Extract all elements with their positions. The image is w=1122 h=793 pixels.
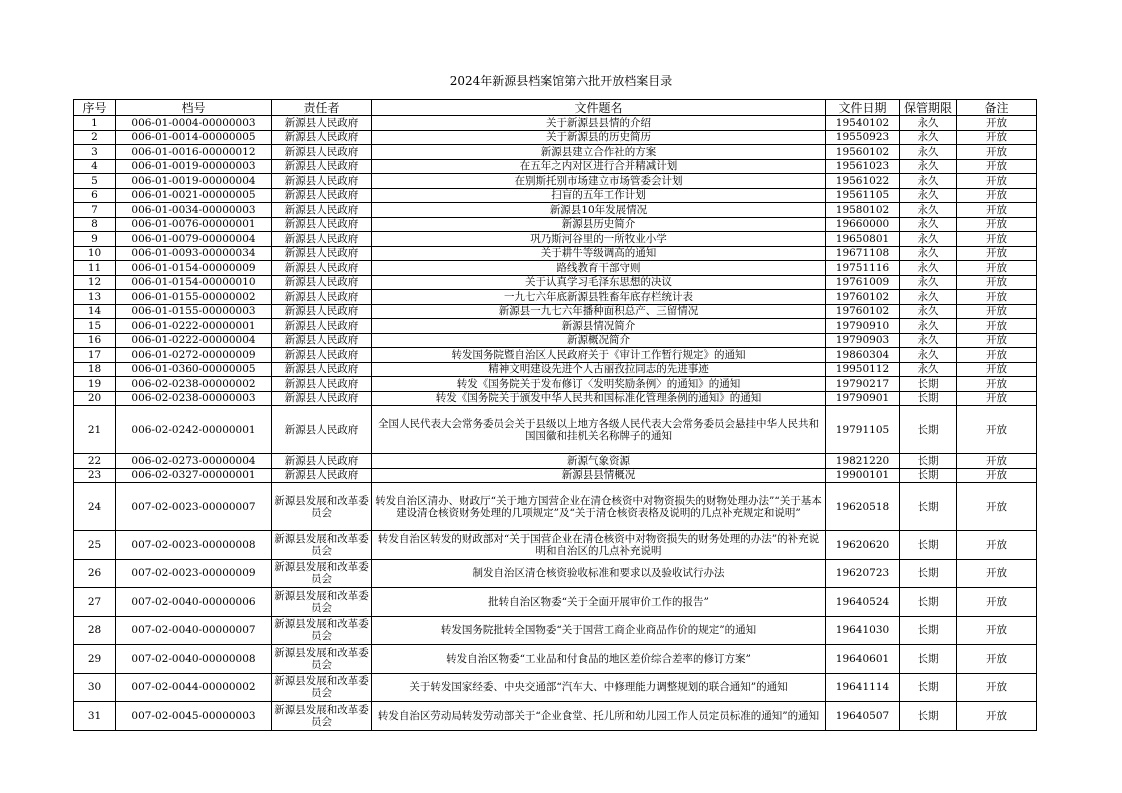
seq-cell: 31 [74,702,116,731]
seq-cell: 29 [74,645,116,674]
table-row [74,531,1037,560]
remarks-cell: 开放 [957,275,1037,290]
remarks-cell: 开放 [957,246,1037,261]
file-title-cell: 精神文明建设先进个人古丽孜拉同志的先进事迹 [372,362,826,377]
file-date-cell: 19821220 [826,454,900,469]
file-date-cell: 19760102 [826,304,900,319]
responsible-cell: 新源县人民政府 [272,130,372,145]
archive-no-cell: 006-01-0360-00000005 [116,362,272,377]
responsible-cell: 新源县人民政府 [272,246,372,261]
file-title-cell: 在别斯托别市场建立市场管委会计划 [372,174,826,189]
file-title-cell: 新源县情况简介 [372,319,826,334]
file-title-cell: 转发自治区物委“工业品和付食品的地区差价综合差率的修订方案” [372,645,826,674]
archive-no-cell: 006-01-0093-00000034 [116,246,272,261]
retention-cell: 永久 [900,203,957,218]
table-row [74,406,1037,454]
retention-cell: 永久 [900,159,957,174]
archive-no-cell: 006-01-0034-00000003 [116,203,272,218]
retention-cell: 永久 [900,145,957,160]
responsible-cell: 新源县人民政府 [272,159,372,174]
remarks-cell: 开放 [957,391,1037,406]
table-row [74,261,1037,276]
retention-cell: 永久 [900,188,957,203]
seq-cell: 6 [74,188,116,203]
responsible-cell: 新源县人民政府 [272,261,372,276]
file-title-cell: 制发自治区清仓核资验收标准和要求以及验收试行办法 [372,559,826,588]
file-date-cell: 19641114 [826,673,900,702]
seq-cell: 2 [74,130,116,145]
file-date-cell: 19560102 [826,145,900,160]
responsible-cell: 新源县人民政府 [272,391,372,406]
responsible-cell: 新源县发展和改革委员会 [272,531,372,560]
file-date-cell: 19540102 [826,116,900,131]
table-row [74,333,1037,348]
responsible-cell: 新源县人民政府 [272,232,372,247]
table-row [74,673,1037,702]
remarks-cell: 开放 [957,468,1037,483]
table-row [74,203,1037,218]
file-date-cell: 19791105 [826,406,900,454]
seq-cell: 14 [74,304,116,319]
retention-cell: 长期 [900,531,957,560]
responsible-cell: 新源县人民政府 [272,275,372,290]
file-title-cell: 转发自治区转发的财政部对“关于国营企业在清仓核资中对物资损失的财务处理的办法”的补充说明和自治区的几点补充说明 [372,531,826,560]
archive-no-cell: 006-02-0238-00000002 [116,377,272,392]
table-row [74,188,1037,203]
remarks-cell: 开放 [957,333,1037,348]
seq-cell: 21 [74,406,116,454]
file-title-cell: 新源县县情概况 [372,468,826,483]
archive-no-cell: 006-01-0154-00000009 [116,261,272,276]
retention-cell: 永久 [900,232,957,247]
table-row [74,304,1037,319]
seq-cell: 11 [74,261,116,276]
file-title-cell: 批转自治区物委“关于全面开展审价工作的报告” [372,588,826,617]
seq-cell: 23 [74,468,116,483]
remarks-cell: 开放 [957,116,1037,131]
remarks-cell: 开放 [957,531,1037,560]
remarks-cell: 开放 [957,159,1037,174]
file-title-cell: 关于新源县县情的介绍 [372,116,826,131]
remarks-cell: 开放 [957,645,1037,674]
responsible-cell: 新源县发展和改革委员会 [272,673,372,702]
file-title-cell: 转发自治区清办、财政厅“关于地方国营企业在清仓核资中对物资损失的财物处理办法”“关于基本建设清仓核资财务处理的几项规定”及“关于清仓核资表格及说明的几点补充规定和说明” [372,483,826,531]
seq-cell: 15 [74,319,116,334]
remarks-cell: 开放 [957,319,1037,334]
responsible-cell: 新源县人民政府 [272,217,372,232]
responsible-cell: 新源县发展和改革委员会 [272,645,372,674]
file-date-cell: 19950112 [826,362,900,377]
archive-no-cell: 006-02-0273-00000004 [116,454,272,469]
file-title-cell: 一九七六年底新源县牲畜年底存栏统计表 [372,290,826,305]
file-title-cell: 全国人民代表大会常务委员会关于县级以上地方各级人民代表大会常务委员会悬挂中华人民共和国国徽和挂机关名称牌子的通知 [372,406,826,454]
file-title-cell: 转发国务院批转全国物委“关于国营工商企业商品作价的规定”的通知 [372,616,826,645]
remarks-cell: 开放 [957,559,1037,588]
column-header-file-title: 文件题名 [372,100,826,116]
file-date-cell: 19561022 [826,174,900,189]
file-title-cell: 转发《国务院关于发布修订〈发明奖励条例〉的通知》的通知 [372,377,826,392]
table-row [74,290,1037,305]
responsible-cell: 新源县人民政府 [272,319,372,334]
remarks-cell: 开放 [957,145,1037,160]
retention-cell: 永久 [900,130,957,145]
remarks-cell: 开放 [957,203,1037,218]
seq-cell: 4 [74,159,116,174]
remarks-cell: 开放 [957,261,1037,276]
file-title-cell: 关于认真学习毛泽东思想的决议 [372,275,826,290]
retention-cell: 长期 [900,673,957,702]
table-row [74,616,1037,645]
table-row [74,275,1037,290]
file-date-cell: 19790217 [826,377,900,392]
seq-cell: 16 [74,333,116,348]
archive-no-cell: 006-02-0327-00000001 [116,468,272,483]
column-header-remarks: 备注 [957,100,1037,116]
responsible-cell: 新源县人民政府 [272,348,372,363]
table-row [74,588,1037,617]
table-row [74,319,1037,334]
table-row [74,232,1037,247]
remarks-cell: 开放 [957,217,1037,232]
file-title-cell: 新源县10年发展情况 [372,203,826,218]
retention-cell: 长期 [900,645,957,674]
table-row [74,116,1037,131]
file-title-cell: 转发《国务院关于颁发中华人民共和国标准化管理条例的通知》的通知 [372,391,826,406]
remarks-cell: 开放 [957,290,1037,305]
seq-cell: 22 [74,454,116,469]
file-title-cell: 新源县一九七六年播种面积总产、三留情况 [372,304,826,319]
retention-cell: 永久 [900,275,957,290]
file-title-cell: 扫盲的五年工作计划 [372,188,826,203]
retention-cell: 长期 [900,616,957,645]
retention-cell: 永久 [900,290,957,305]
archive-no-cell: 007-02-0023-00000009 [116,559,272,588]
archive-no-cell: 006-01-0019-00000003 [116,159,272,174]
file-date-cell: 19760102 [826,290,900,305]
retention-cell: 长期 [900,454,957,469]
table-row [74,468,1037,483]
table-row [74,159,1037,174]
seq-cell: 24 [74,483,116,531]
file-date-cell: 19561023 [826,159,900,174]
archive-no-cell: 006-01-0155-00000002 [116,290,272,305]
table-row [74,246,1037,261]
archive-no-cell: 007-02-0040-00000006 [116,588,272,617]
file-date-cell: 19620518 [826,483,900,531]
file-date-cell: 19641030 [826,616,900,645]
file-title-cell: 关于转发国家经委、中央交通部“汽车大、中修理能力调整规划的联合通知”的通知 [372,673,826,702]
file-date-cell: 19790901 [826,391,900,406]
seq-cell: 17 [74,348,116,363]
remarks-cell: 开放 [957,232,1037,247]
retention-cell: 长期 [900,468,957,483]
seq-cell: 5 [74,174,116,189]
archive-no-cell: 006-01-0155-00000003 [116,304,272,319]
remarks-cell: 开放 [957,702,1037,731]
seq-cell: 25 [74,531,116,560]
seq-cell: 9 [74,232,116,247]
table-header-row [74,100,1037,116]
responsible-cell: 新源县人民政府 [272,468,372,483]
file-date-cell: 19620620 [826,531,900,560]
file-title-cell: 关于新源县的历史简历 [372,130,826,145]
table-row [74,130,1037,145]
seq-cell: 18 [74,362,116,377]
file-date-cell: 19790903 [826,333,900,348]
archive-no-cell: 006-01-0004-00000003 [116,116,272,131]
file-title-cell: 巩乃斯河谷里的一所牧业小学 [372,232,826,247]
table-row [74,174,1037,189]
file-title-cell: 转发自治区劳动局转发劳动部关于“企业食堂、托儿所和幼儿园工作人员定员标准的通知”的通知 [372,702,826,731]
file-date-cell: 19671108 [826,246,900,261]
archive-no-cell: 006-01-0222-00000001 [116,319,272,334]
table-row [74,217,1037,232]
column-header-file-date: 文件日期 [826,100,900,116]
seq-cell: 13 [74,290,116,305]
archive-no-cell: 006-01-0021-00000005 [116,188,272,203]
seq-cell: 27 [74,588,116,617]
seq-cell: 30 [74,673,116,702]
file-date-cell: 19751116 [826,261,900,276]
seq-cell: 8 [74,217,116,232]
archive-no-cell: 007-02-0023-00000008 [116,531,272,560]
file-title-cell: 新源气象资源 [372,454,826,469]
retention-cell: 永久 [900,304,957,319]
file-title-cell: 在五年之内对区进行合并精减计划 [372,159,826,174]
retention-cell: 永久 [900,246,957,261]
archive-no-cell: 006-02-0238-00000003 [116,391,272,406]
table-row [74,702,1037,731]
retention-cell: 永久 [900,362,957,377]
retention-cell: 长期 [900,391,957,406]
file-date-cell: 19790910 [826,319,900,334]
seq-cell: 19 [74,377,116,392]
archive-no-cell: 007-02-0040-00000008 [116,645,272,674]
responsible-cell: 新源县发展和改革委员会 [272,616,372,645]
retention-cell: 长期 [900,559,957,588]
file-date-cell: 19860304 [826,348,900,363]
remarks-cell: 开放 [957,483,1037,531]
retention-cell: 永久 [900,116,957,131]
table-row [74,559,1037,588]
table-row [74,645,1037,674]
remarks-cell: 开放 [957,406,1037,454]
responsible-cell: 新源县人民政府 [272,174,372,189]
column-header-responsible: 责任者 [272,100,372,116]
archive-no-cell: 006-01-0272-00000009 [116,348,272,363]
responsible-cell: 新源县人民政府 [272,377,372,392]
responsible-cell: 新源县人民政府 [272,333,372,348]
seq-cell: 28 [74,616,116,645]
responsible-cell: 新源县人民政府 [272,454,372,469]
archive-catalog-table [73,99,1037,731]
retention-cell: 长期 [900,483,957,531]
file-date-cell: 19761009 [826,275,900,290]
file-date-cell: 19580102 [826,203,900,218]
file-date-cell: 19640507 [826,702,900,731]
table-row [74,362,1037,377]
retention-cell: 长期 [900,588,957,617]
table-row [74,391,1037,406]
archive-no-cell: 006-02-0242-00000001 [116,406,272,454]
archive-no-cell: 006-01-0079-00000004 [116,232,272,247]
table-row [74,145,1037,160]
archive-no-cell: 006-01-0222-00000004 [116,333,272,348]
responsible-cell: 新源县发展和改革委员会 [272,702,372,731]
file-title-cell: 转发国务院暨自治区人民政府关于《审计工作暂行规定》的通知 [372,348,826,363]
file-title-cell: 路线教育干部守则 [372,261,826,276]
file-date-cell: 19640524 [826,588,900,617]
remarks-cell: 开放 [957,304,1037,319]
retention-cell: 长期 [900,406,957,454]
file-date-cell: 19640601 [826,645,900,674]
remarks-cell: 开放 [957,588,1037,617]
responsible-cell: 新源县人民政府 [272,304,372,319]
retention-cell: 永久 [900,261,957,276]
column-header-seq: 序号 [74,100,116,116]
file-date-cell: 19550923 [826,130,900,145]
file-date-cell: 19620723 [826,559,900,588]
remarks-cell: 开放 [957,616,1037,645]
archive-no-cell: 006-01-0154-00000010 [116,275,272,290]
remarks-cell: 开放 [957,454,1037,469]
table-row [74,377,1037,392]
retention-cell: 永久 [900,174,957,189]
seq-cell: 26 [74,559,116,588]
file-date-cell: 19660000 [826,217,900,232]
archive-no-cell: 006-01-0019-00000004 [116,174,272,189]
file-date-cell: 19900101 [826,468,900,483]
responsible-cell: 新源县发展和改革委员会 [272,559,372,588]
table-row [74,454,1037,469]
retention-cell: 永久 [900,217,957,232]
remarks-cell: 开放 [957,174,1037,189]
responsible-cell: 新源县发展和改革委员会 [272,483,372,531]
responsible-cell: 新源县发展和改革委员会 [272,588,372,617]
column-header-archive-no: 档号 [116,100,272,116]
retention-cell: 永久 [900,333,957,348]
column-header-retention: 保管期限 [900,100,957,116]
retention-cell: 长期 [900,702,957,731]
seq-cell: 12 [74,275,116,290]
archive-no-cell: 006-01-0016-00000012 [116,145,272,160]
retention-cell: 长期 [900,377,957,392]
responsible-cell: 新源县人民政府 [272,203,372,218]
file-title-cell: 关于耕牛等级调高的通知 [372,246,826,261]
remarks-cell: 开放 [957,673,1037,702]
responsible-cell: 新源县人民政府 [272,362,372,377]
archive-no-cell: 007-02-0045-00000003 [116,702,272,731]
responsible-cell: 新源县人民政府 [272,406,372,454]
archive-no-cell: 007-02-0023-00000007 [116,483,272,531]
responsible-cell: 新源县人民政府 [272,188,372,203]
file-date-cell: 19561105 [826,188,900,203]
responsible-cell: 新源县人民政府 [272,116,372,131]
seq-cell: 3 [74,145,116,160]
seq-cell: 20 [74,391,116,406]
table-row [74,483,1037,531]
file-title-cell: 新源概况简介 [372,333,826,348]
archive-no-cell: 007-02-0044-00000002 [116,673,272,702]
remarks-cell: 开放 [957,188,1037,203]
remarks-cell: 开放 [957,362,1037,377]
archive-no-cell: 006-01-0014-00000005 [116,130,272,145]
retention-cell: 永久 [900,348,957,363]
retention-cell: 永久 [900,319,957,334]
seq-cell: 10 [74,246,116,261]
responsible-cell: 新源县人民政府 [272,145,372,160]
seq-cell: 1 [74,116,116,131]
file-date-cell: 19650801 [826,232,900,247]
remarks-cell: 开放 [957,130,1037,145]
responsible-cell: 新源县人民政府 [272,290,372,305]
table-row [74,348,1037,363]
remarks-cell: 开放 [957,348,1037,363]
remarks-cell: 开放 [957,377,1037,392]
file-title-cell: 新源县历史简介 [372,217,826,232]
seq-cell: 7 [74,203,116,218]
file-title-cell: 新源县建立合作社的方案 [372,145,826,160]
archive-no-cell: 007-02-0040-00000007 [116,616,272,645]
archive-no-cell: 006-01-0076-00000001 [116,217,272,232]
document-title: 2024年新源县档案馆第六批开放档案目录 [449,74,673,88]
